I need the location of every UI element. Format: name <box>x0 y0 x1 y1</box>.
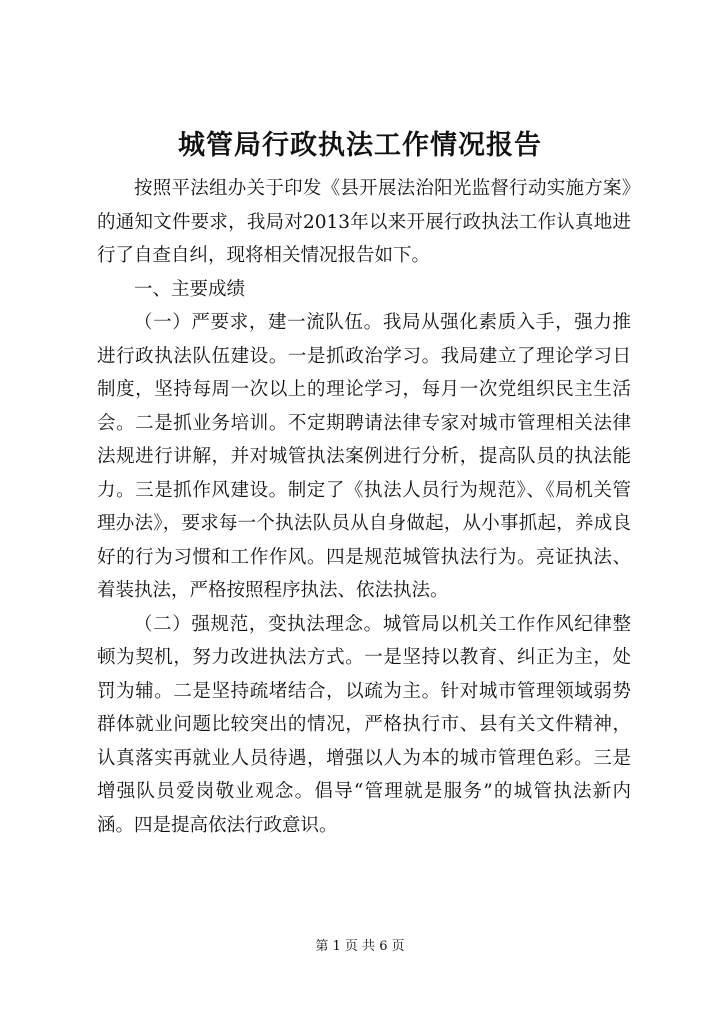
intro-paragraph: 按照平法组办关于印发《县开展法治阳光监督行动实施方案》的通知文件要求，我局对2013年以来开展行政执法工作认真地进行了自查自纠，现将相关情况报告如下。 <box>97 178 631 266</box>
document-body <box>97 172 631 842</box>
body-paragraph-2: （二）强规范，变执法理念。城管局以机关工作作风纪律整顿为契机，努力改进执法方式。一是坚持以教育、纠正为主，处罚为辅。二是坚持疏堵结合，以疏为主。针对城市管理领域弱势群体就业问题比较突出的情况，严格执行市、县有关文件精神，认真落实再就业人员待遇，增强以人为本的城市管理色彩。三是增强队员爱岗敬业观念。倡导“管理就是服务”的城管执法新内涵。四是提高依法行政意识。 <box>97 613 631 836</box>
section-heading: 一、主要成绩 <box>134 278 246 300</box>
document-title: 城管局行政执法工作情况报告 <box>178 130 542 161</box>
page-footer: 第 1 页 共 6 页 <box>315 939 405 954</box>
body-paragraph-1: （一）严要求，建一流队伍。我局从强化素质入手，强力推进行政执法队伍建设。一是抓政治学习。我局建立了理论学习日制度，坚持每周一次以上的理论学习，每月一次党组织民主生活会。二是抓业务培训。不定期聘请法律专家对城市管理相关法律法规进行讲解，并对城管执法案例进行分析，提高队员的执法能力。三是抓作风建设。制定了《执法人员行为规范》、《局机关管理办法》，要求每一个执法队员从自身做起，从小事抓起，养成良好的行为习惯和工作作风。四是规范城管执法行为。亮证执法、着装执法，严格按照程序执法、依法执法。 <box>97 312 631 601</box>
